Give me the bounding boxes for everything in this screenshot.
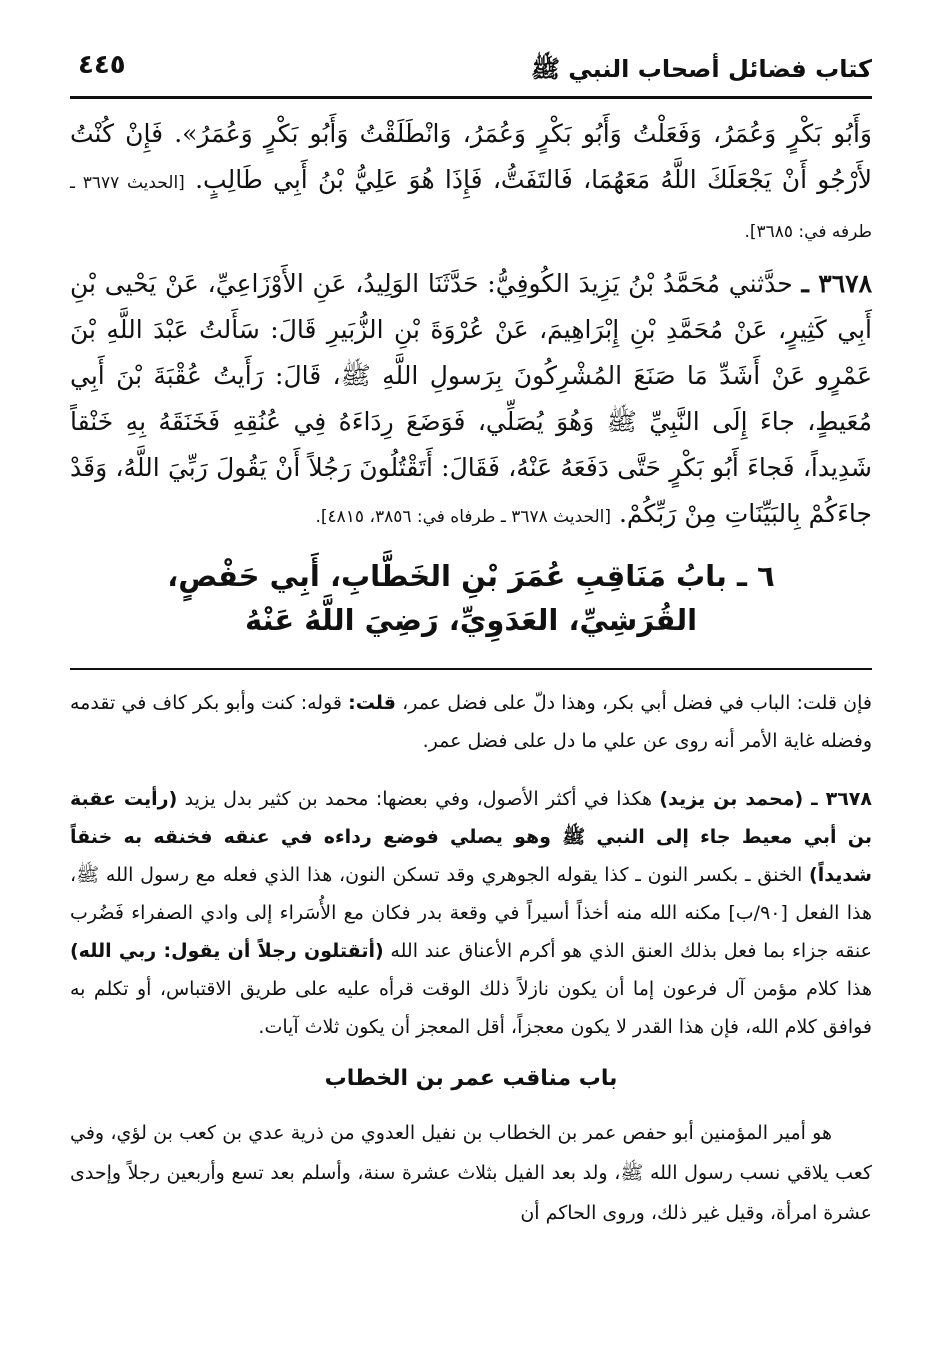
hadith-reference: [الحديث ٣٦٧٧ ـ طرفه في: ٣٦٨٥]. [70, 173, 872, 242]
page-header [70, 0, 872, 99]
commentary-heading: ٣٦٧٨ ـ (محمد بن يزيد) [659, 788, 872, 810]
chapter-heading [70, 554, 872, 642]
commentary-text: قوله: كنت وأبو بكر كاف في تقدمه وفضله غاية الأمر أنه روى عن علي ما دل على فضل عمر. [70, 692, 872, 752]
hadith-text: حدَّثني مُحَمَّدُ بْنُ يَزِيدَ الكُوفِيُّ: حَدَّثَنَا الوَلِيدُ، عَنِ الأَوْزَاعِيِّ، عَنْ يَحْيى بْنِ أَبِي كَثِيرٍ، عَنْ مُحَمَّدِ بْنِ إِبْرَاهِيمَ، عَنْ عُرْوَةَ بْنِ الزُّبَيرِ قَالَ: سَأَلتُ عَبْدَ اللَّهِ بْنَ عَمْرٍو عَنْ أَشَدِّ مَا صَنَعَ المُشْرِكُونَ بِرَسولِ اللَّهِ ﷺ، قَالَ: رَأَيتُ عُقْبَةَ بْنَ أَبِي مُعَيطٍ، جاءَ إِلَى النَّبِيِّ ﷺ وَهُوَ يُصَلِّي، فَوَضَعَ رِدَاءَهُ فِي عُنُقِهِ فَخَنَقَهُ بِهِ خَنْقاً شَدِيداً، فَجاءَ أَبُو بَكْرٍ حَتَّى دَفَعَهُ عَنْهُ، فَقَالَ: أَتَقْتُلُونَ رَجُلاً أَنْ يَقُولَ رَبِّيَ اللَّهُ، وَقَدْ جاءَكُمْ بِالبَيِّنَاتِ مِنْ رَبِّكُمْ. [70, 269, 872, 528]
hadith-3678 [70, 261, 872, 540]
book-title: كتاب فضائل أصحاب النبي ﷺ [530, 55, 872, 83]
chapter-heading-line-2: القُرَشِيِّ، العَدَوِيِّ، رَضِيَ اللَّهُ عَنْهُ [244, 603, 698, 637]
section-text: هو أمير المؤمنين أبو حفص عمر بن الخطاب بن نفيل العدوي من ذرية عدي بن كعب بن لؤي، وفي كعب يلاقي نسب رسول الله ﷺ، ولد بعد الفيل بثلاث عشرة سنة، وأسلم بعد تسع وأربعين رجلاً وإحدى عشرة امرأة، وقيل غير ذلك، وروى الحاكم أن [70, 1122, 872, 1224]
hadith-paragraph [70, 111, 872, 255]
hadith-paragraph [70, 261, 872, 540]
commentary-paragraph-1 [70, 684, 872, 760]
hadith-text: وَأَبُو بَكْرٍ وَعُمَرُ، وَفَعَلْتُ وَأَبُو بَكْرٍ وَعُمَرُ، وَانْطَلَقْتُ وَأَبُو بَكْرٍ وَعُمَرُ». فَإِنْ كُنْتُ لأَرْجُو أَنْ يَجْعَلَكَ اللَّهُ مَعَهُمَا، فَالتَفَتُّ، فَإِذَا هُوَ عَلِيُّ بْنُ أَبِي طَالِبٍ. [70, 119, 872, 194]
commentary [70, 684, 872, 1046]
footnote-divider [70, 668, 872, 670]
hadith-reference: [الحديث ٣٦٧٨ ـ طرفاه في: ٣٨٥٦، ٤٨١٥]. [315, 507, 612, 527]
hadith-3677-end [70, 111, 872, 255]
hadith-number: ٣٦٧٨ ـ [801, 269, 872, 298]
commentary-quote: (أتقتلون رجلاً أن يقول: ربي الله) [70, 940, 384, 962]
commentary-text: هذا كلام مؤمن آل فرعون إما أن يكون نازلاً ذلك الوقت قرأه عليه على طريق الاقتباس، أو تكلم به فوافق كلام الله، فإن هذا القدر لا يكون معجزاً، أقل المعجز أن يكون ثلاث آيات. [70, 978, 872, 1038]
commentary-text: فإن قلت: الباب في فضل أبي بكر، وهذا دلّ على فضل عمر، [402, 692, 872, 714]
commentary-paragraph-2 [70, 780, 872, 1046]
commentary-quote: (رأيت عقبة بن أبي معيط جاء إلى النبي ﷺ وهو يصلي فوضع رداءه في عنقه فخنقه به خنقاً شديداً) [70, 788, 872, 886]
commentary-label: قلت: [348, 692, 397, 714]
commentary-text: هكذا في أكثر الأصول، وفي بعضها: محمد بن كثير بدل يزيد [184, 788, 653, 810]
page-number: ٤٤٥ [78, 50, 126, 80]
section-title: باب مناقب عمر بن الخطاب [324, 1066, 618, 1091]
chapter-heading-line-1: ٦ ـ بابُ مَنَاقِبِ عُمَرَ بْنِ الخَطَّابِ، أَبِي حَفْصٍ، [167, 559, 775, 593]
commentary-text: الخنق ـ بكسر النون ـ كذا يقوله الجوهري وقد تسكن النون، هذا الذي فعله مع رسول الله ﷺ، هذا الفعل [٩٠/ب] مكنه الله منه أخذاً أسيراً في وقعة بدر فكان مع الأُسَراء إلى وادي الصفراء فَضُرب عنقه جزاء بما فعل بذلك العنق الذي هو أكرم الأعناق عند الله [70, 864, 873, 962]
